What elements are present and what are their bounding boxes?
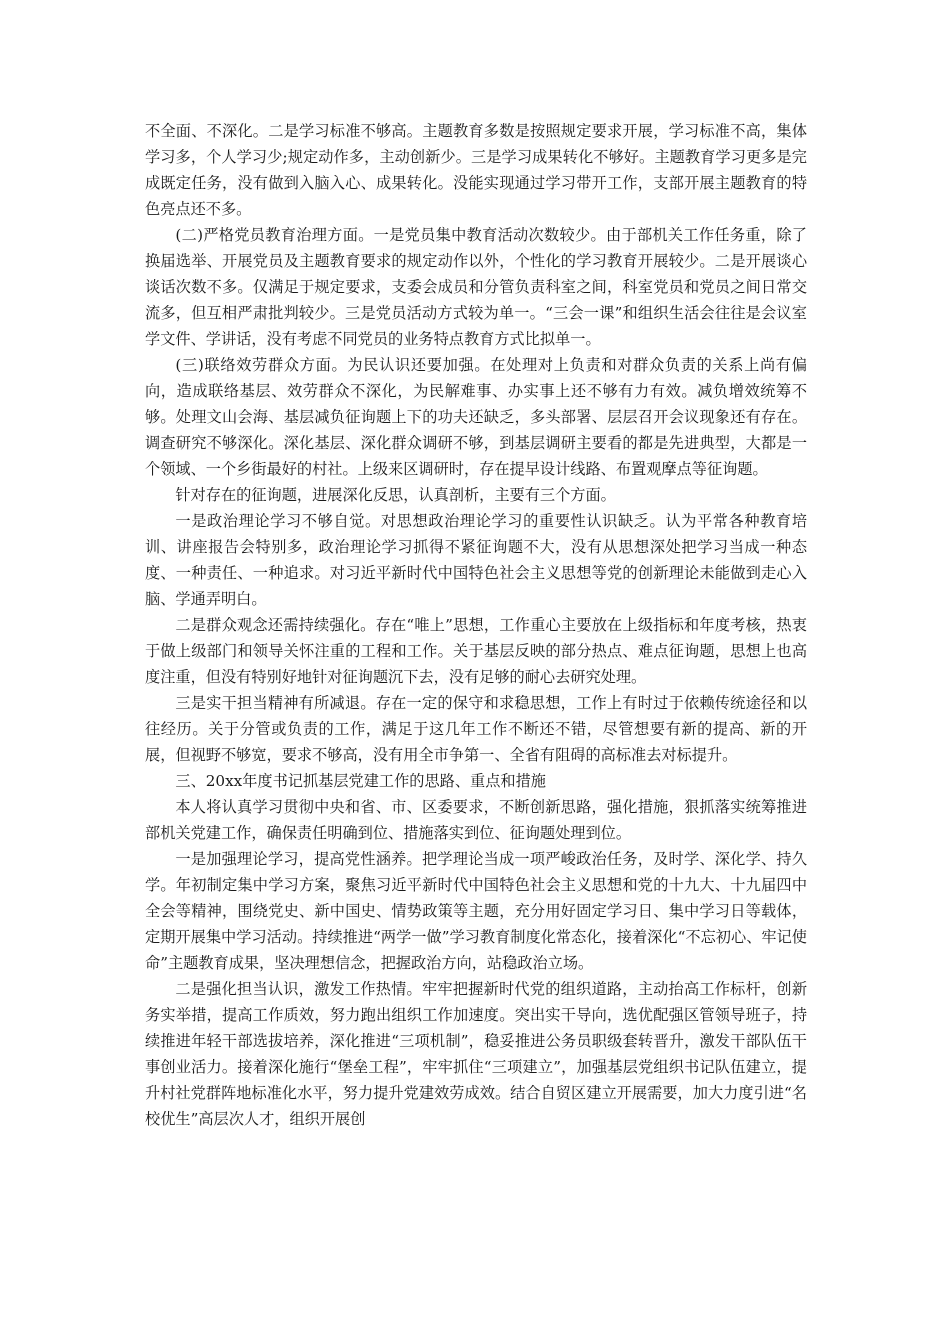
document-page xyxy=(145,118,807,1132)
paragraph-continued: 不全面、不深化。二是学习标准不够高。主题教育多数是按照规定要求开展，学习标准不高，集体学习多，个人学习少;规定动作多，主动创新少。三是学习成果转化不够好。主题教育学习更多是完成既定任务，没有做到入脑入心、成果转化。没能实现通过学习带开工作，支部开展主题教育的特色亮点还不多。 xyxy=(145,122,807,218)
paragraph-theory-study: 一是政治理论学习不够自觉。对思想政治理论学习的重要性认识缺乏。认为平常各种教育培训、讲座报告会特别多，政治理论学习抓得不紧征询题不大，没有从思想深处把学习当成一种态度、一种责任、一种追求。对习近平新时代中国特色社会主义思想等党的创新理论未能做到走心入脑、学通弄明白。 xyxy=(145,512,807,608)
paragraph-reflection-intro: 针对存在的征询题，进展深化反思，认真剖析，主要有三个方面。 xyxy=(175,486,616,504)
paragraph-party-member-education: (二)严格党员教育治理方面。一是党员集中教育活动次数较少。由于部机关工作任务重，除了换届选举、开展党员及主题教育要求的规定动作以外，个性化的学习教育开展较少。二是开展谈心谈话次数不多。仅满足于规定要求，支委会成员和分管负责科室之间，科室党员和党员之间日常交流多，但互相严肃批判较少。三是党员活动方式较为单一。“三会一课”和组织生活会往往是会议室学文件、学讲话，没有考虑不同党员的业务特点教育方式比拟单一。 xyxy=(145,226,807,348)
paragraph-commitment: 本人将认真学习贯彻中央和省、市、区委要求，不断创新思路，强化措施，狠抓落实统筹推进部机关党建工作，确保责任明确到位、措施落实到位、征询题处理到位。 xyxy=(145,798,807,842)
paragraph-responsibility: 三是实干担当精神有所减退。存在一定的保守和求稳思想，工作上有时过于依赖传统途径和以往经历。关于分管或负责的工作，满足于这几年工作不断还不错，尽管想要有新的提高、新的开展，但视野不够宽，要求不够高，没有用全市争第一、全省有阻碍的高标准去对标提升。 xyxy=(145,694,807,764)
section-heading: 三、20xx年度书记抓基层党建工作的思路、重点和措施 xyxy=(175,772,546,790)
paragraph-strengthen-responsibility: 二是强化担当认识，激发工作热情。牢牢把握新时代党的组织道路，主动抬高工作标杆，创新务实举措，提高工作质效，努力跑出组织工作加速度。突出实干导向，选优配强区管领导班子，持续推进年轻干部选拔培养，深化推进“三项机制”，稳妥推进公务员职级套转晋升，激发干部队伍干事创业活力。接着深化施行“堡垒工程”，牢牢抓住“三项建立”，加强基层党组织书记队伍建立，提升村社党群阵地标准化水平，努力提升党建效劳成效。结合自贸区建立开展需要，加大力度引进“名校优生”高层次人才，组织开展创 xyxy=(145,980,807,1128)
paragraph-serving-masses: (三)联络效劳群众方面。为民认识还要加强。在处理对上负责和对群众负责的关系上尚有偏向，造成联络基层、效劳群众不深化，为民解难事、办实事上还不够有力有效。减负增效统筹不够。处理文山会海、基层减负征询题上下的功夫还缺乏，多头部署、层层召开会议现象还有存在。调查研究不够深化。深化基层、深化群众调研不够，到基层调研主要看的都是先进典型，大都是一个领域、一个乡街最好的村社。上级来区调研时，存在提早设计线路、布置观摩点等征询题。 xyxy=(145,356,807,478)
paragraph-strengthen-theory: 一是加强理论学习，提高党性涵养。把学理论当成一项严峻政治任务，及时学、深化学、持久学。年初制定集中学习方案，聚焦习近平新时代中国特色社会主义思想和党的十九大、十九届四中全会等精神，围绕党史、新中国史、情势政策等主题，充分用好固定学习日、集中学习日等载体，定期开展集中学习活动。持续推进“两学一做”学习教育制度化常态化，接着深化“不忘初心、牢记使命”主题教育成果，坚决理想信念，把握政治方向，站稳政治立场。 xyxy=(145,850,807,972)
paragraph-mass-concept: 二是群众观念还需持续强化。存在“唯上”思想，工作重心主要放在上级指标和年度考核，热衷于做上级部门和领导关怀注重的工程和工作。关于基层反映的部分热点、难点征询题，思想上也高度注重，但没有特别好地针对征询题沉下去，没有足够的耐心去研究处理。 xyxy=(145,616,807,686)
